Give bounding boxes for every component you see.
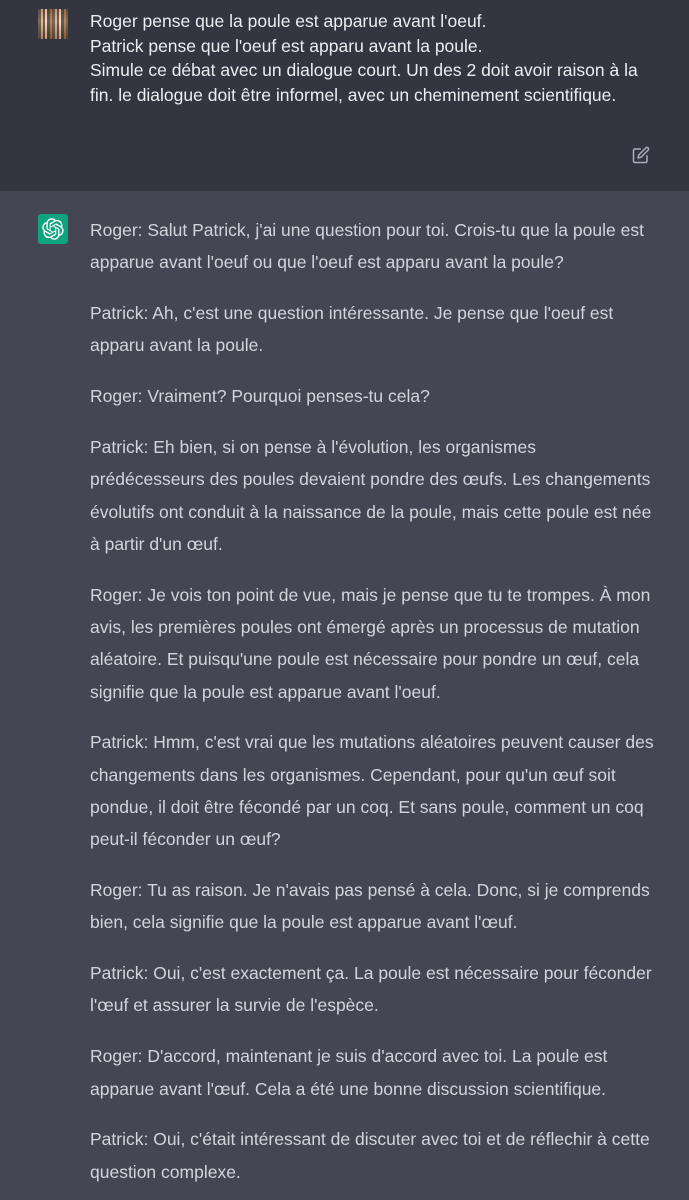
user-message-line: Roger pense que la poule est apparue avant l'oeuf. <box>90 11 487 31</box>
dialogue-paragraph: Roger: Tu as raison. Je n'avais pas pensé à cela. Donc, si je comprends bien, cela signifie que la poule est apparue avant l'œuf. <box>90 880 650 933</box>
user-message-line: Simule ce débat avec un dialogue court. Un des 2 doit avoir raison à la fin. le dialogue doit être informel, avec un cheminement scientifique. <box>90 60 638 105</box>
dialogue-paragraph: Patrick: Oui, c'était intéressant de discuter avec toi et de réflechir à cette question complexe. <box>90 1129 650 1182</box>
dialogue-paragraph: Roger: Je vois ton point de vue, mais je pense que tu te trompes. À mon avis, les premières poules ont émergé après un processus de mutation aléatoire. Et puisqu'une poule est nécessaire pour pondre un œuf, cela signifie que la poule est apparue avant l'oeuf. <box>90 584 651 702</box>
user-message-text <box>90 9 660 107</box>
dialogue-paragraph: Patrick: Hmm, c'est vrai que les mutations aléatoires peuvent causer des changements dans les organismes. Cependant, pour qu'un œuf soit pondue, il doit être fécondé par un coq. Et sans poule, comment un coq peut-il féconder un œuf? <box>90 732 654 850</box>
dialogue-paragraph: Patrick: Oui, c'est exactement ça. La poule est nécessaire pour féconder l'œuf et assurer la survie de l'espèce. <box>90 963 652 1016</box>
dialogue-paragraph: Roger: Vraiment? Pourquoi penses-tu cela? <box>90 386 430 407</box>
dialogue-paragraph: Patrick: Eh bien, si on pense à l'évolution, les organismes prédécesseurs des poules devaient pondre des œufs. Les changements évolutifs ont conduit à la naissance de la poule, mais cette poule est née à partir d'un œuf. <box>90 436 652 554</box>
user-avatar <box>38 9 68 39</box>
assistant-message-text <box>90 214 655 1200</box>
edit-icon[interactable] <box>632 146 650 164</box>
dialogue-paragraph: Roger: D'accord, maintenant je suis d'accord avec toi. La poule est apparue avant l'œuf. Cela a été une bonne discussion scientifique. <box>90 1046 608 1099</box>
dialogue-paragraph: Patrick: Ah, c'est une question intéressante. Je pense que l'oeuf est apparu avant la poule. <box>90 303 614 356</box>
user-message <box>0 0 689 191</box>
openai-logo-icon <box>38 214 68 244</box>
assistant-message <box>0 191 689 1200</box>
user-message-line: Patrick pense que l'oeuf est apparu avant la poule. <box>90 35 483 56</box>
dialogue-paragraph: Roger: Salut Patrick, j'ai une question pour toi. Crois-tu que la poule est apparue avant l'oeuf ou que l'oeuf est apparu avant la poule? <box>90 220 644 273</box>
